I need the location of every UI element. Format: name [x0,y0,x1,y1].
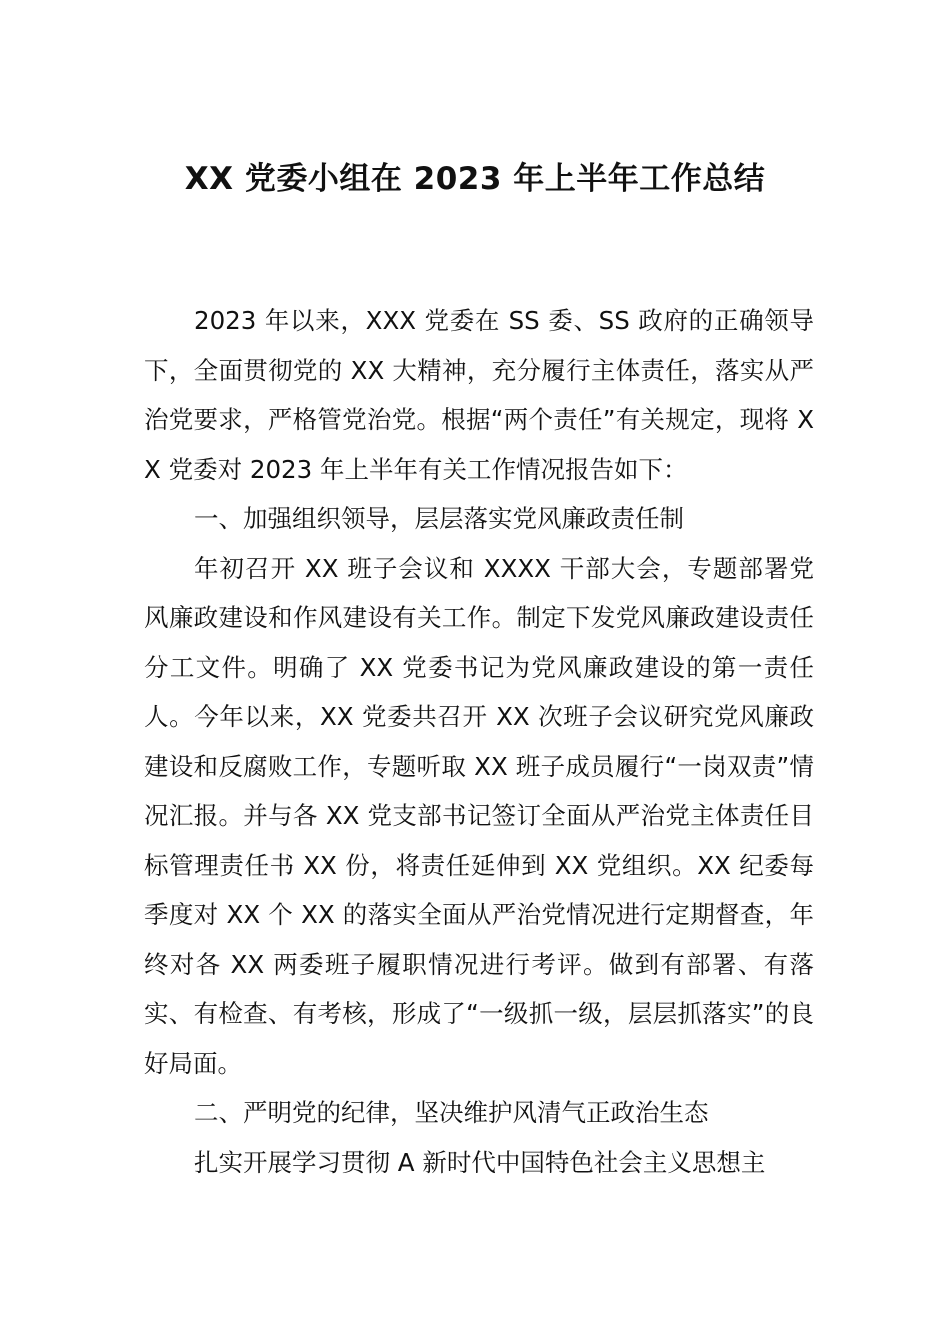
section-2-paragraph: 扎实开展学习贯彻 A 新时代中国特色社会主义思想主 [194,1147,766,1177]
document-body [144,296,814,1187]
document-title: XX 党委小组在 2023 年上半年工作总结 [184,161,766,197]
section-2-heading: 二、严明党的纪律，坚决维护风清气正政治生态 [194,1098,709,1127]
intro-paragraph: 2023 年以来，XXX 党委在 SS 委、SS 政府的正确领导下，全面贯彻党的 XX 大精神，充分履行主体责任，落实从严治党要求，严格管党治党。根据“两个责任”有关规定，现将 XX 党委对 2023 年上半年有关工作情况报告如下： [144,306,814,484]
section-1-heading: 一、加强组织领导，层层落实党风廉政责任制 [194,504,684,533]
section-1-paragraph: 年初召开 XX 班子会议和 XXXX 干部大会，专题部署党风廉政建设和作风建设有关工作。制定下发党风廉政建设责任分工文件。明确了 XX 党委书记为党风廉政建设的第一责任人。今年以来，XX 党委共召开 XX 次班子会议研究党风廉政建设和反腐败工作，专题听取 XX 班子成员履行“一岗双责”情况汇报。并与各 XX 党支部书记签订全面从严治党主体责任目标管理责任书 XX 份，将责任延伸到 XX 党组织。XX 纪委每季度对 XX 个 XX 的落实全面从严治党情况进行定期督查，年终对各 XX 两委班子履职情况进行考评。做到有部署、有落实、有检查、有考核，形成了“一级抓一级，层层抓落实”的良好局面。 [144,553,814,1078]
